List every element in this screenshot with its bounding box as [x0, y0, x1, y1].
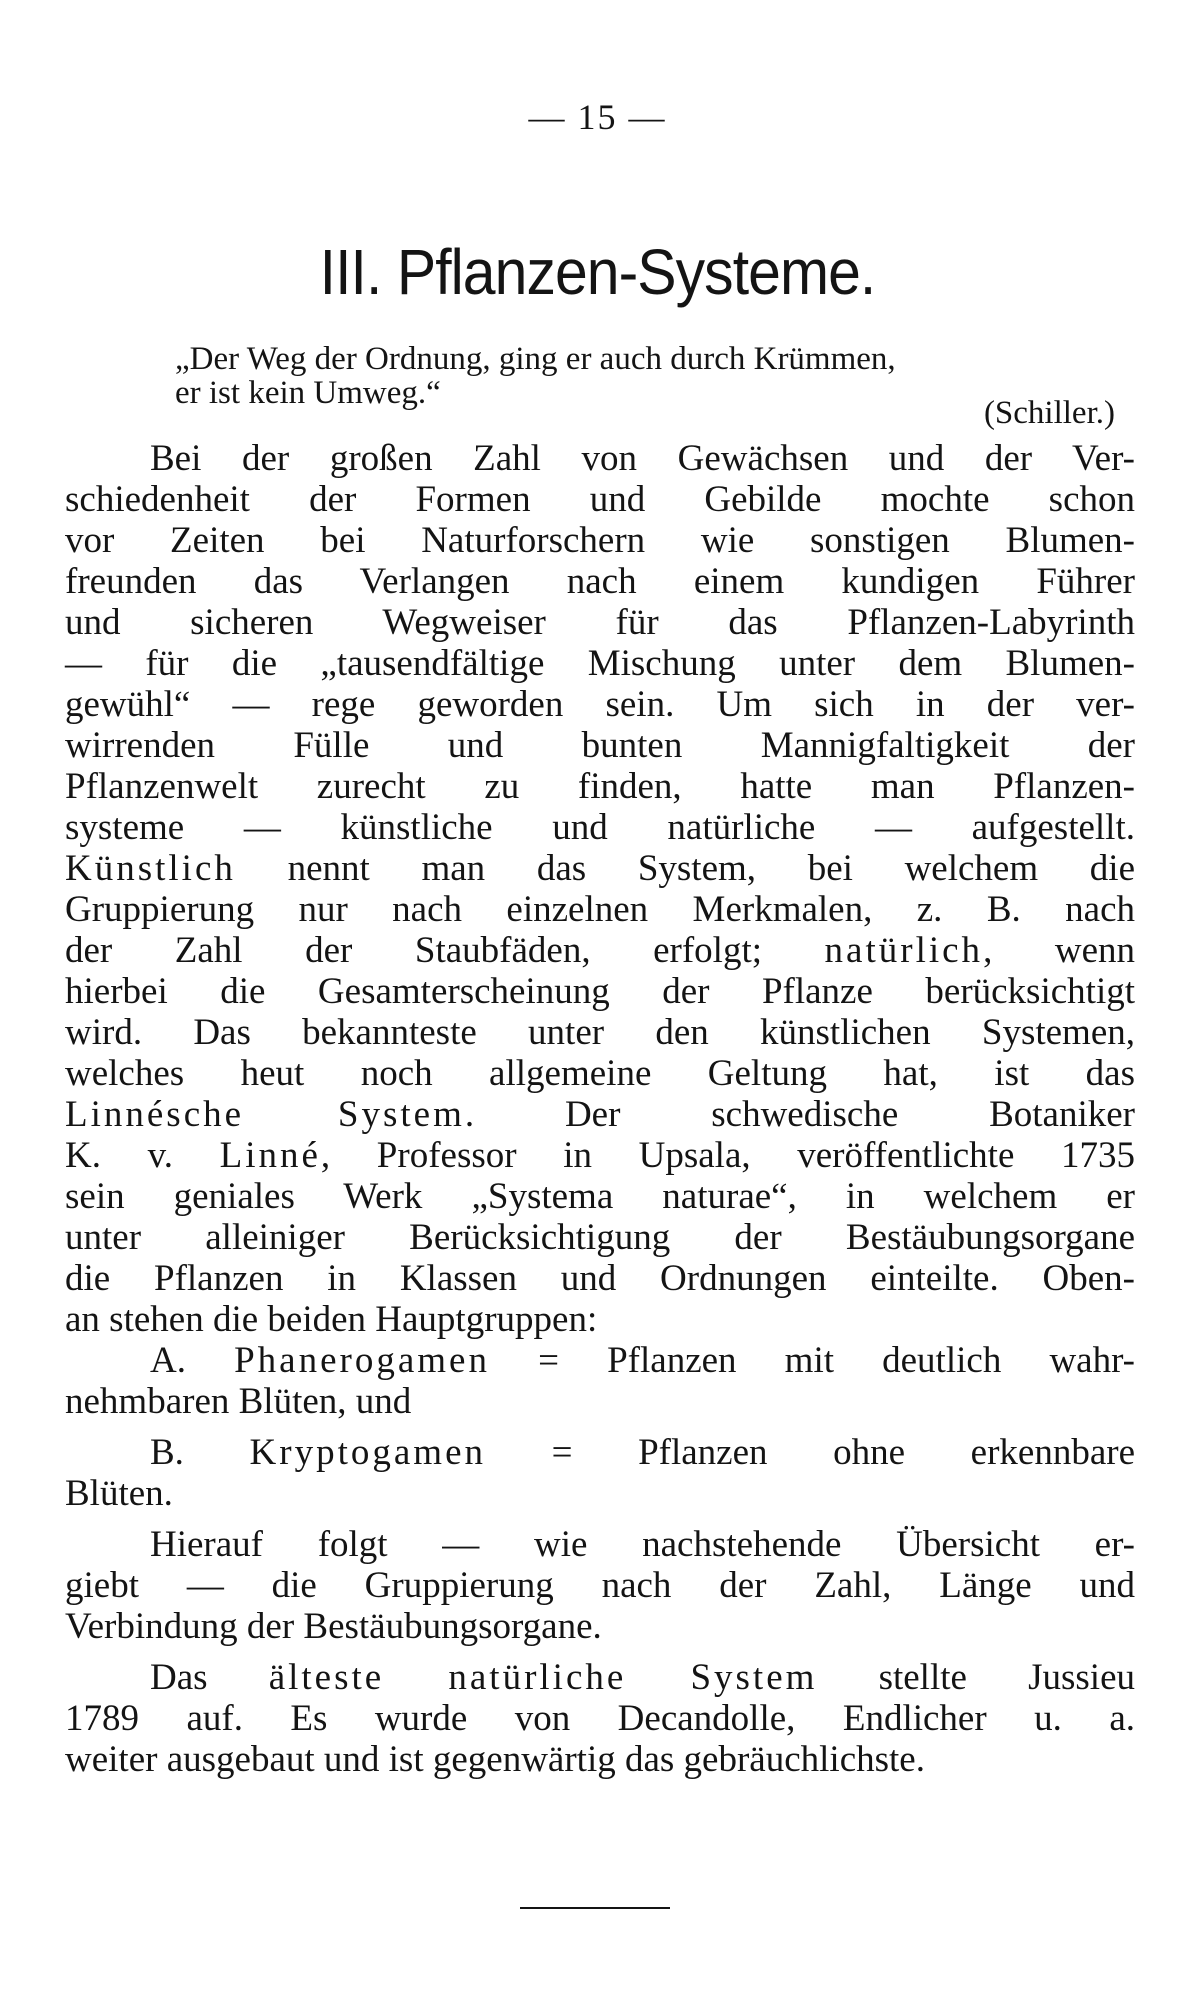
text-line: unter alleiniger Berücksichtigung der Bestäubungsorgane [65, 1217, 1135, 1258]
text-line [65, 1135, 1135, 1176]
text-line: die Pflanzen in Klassen und Ordnungen einteilte. Oben- [65, 1258, 1135, 1299]
text-span: K. v. [65, 1135, 220, 1176]
text-line: Bei der großen Zahl von Gewächsen und der Ver- [150, 438, 1135, 479]
section-end-rule [520, 1907, 670, 1909]
list-marker: A. [150, 1340, 235, 1381]
text-span: . Der schwedische Botaniker [464, 1094, 1135, 1135]
emphasis-term: Kryptogamen [249, 1432, 486, 1473]
list-marker: B. [150, 1432, 250, 1473]
text-line: wird. Das bekannteste unter den künstlichen Systemen, [65, 1012, 1135, 1053]
text-span: nennt man das System, bei welchem die [235, 848, 1135, 889]
emphasis-term: älteste natürliche System [268, 1657, 818, 1698]
emphasis-term: Linné [219, 1135, 321, 1176]
text-line: sein geniales Werk „Systema naturae“, in welchem er [65, 1176, 1135, 1217]
text-span: , Professor in Upsala, veröffentlichte 1735 [320, 1135, 1136, 1176]
text-span: stellte Jussieu [817, 1657, 1135, 1698]
text-line [65, 1657, 1135, 1698]
text-line: hierbei die Gesamterscheinung der Pflanze berücksichtigt [65, 971, 1135, 1012]
epigraph-attribution: (Schiller.) [983, 395, 1115, 431]
text-line: gewühl“ — rege geworden sein. Um sich in der ver- [65, 684, 1135, 725]
body-text [65, 438, 1135, 1780]
text-line: an stehen die beiden Hauptgruppen: [65, 1299, 598, 1340]
text-line: wirrenden Fülle und bunten Mannigfaltigkeit der [65, 725, 1135, 766]
text-line [65, 930, 1135, 971]
text-span: , wenn [983, 930, 1135, 971]
text-span: = Pflanzen mit deutlich wahr- [489, 1340, 1135, 1381]
text-line: nehmbaren Blüten, und [65, 1381, 412, 1422]
text-line: weiter ausgebaut und ist gegenwärtig das gebräuchlichste. [65, 1739, 925, 1780]
emphasis-term: natürlich [824, 930, 984, 971]
text-line: systeme — künstliche und natürliche — aufgestellt. [65, 807, 1135, 848]
epigraph-line: „Der Weg der Ordnung, ging er auch durch Krümmen, [175, 341, 896, 377]
text-line: Hierauf folgt — wie nachstehende Übersicht er- [150, 1524, 1135, 1565]
text-span: = Pflanzen ohne erkennbare [486, 1432, 1135, 1473]
text-line: Pflanzenwelt zurecht zu finden, hatte man Pflanzen- [65, 766, 1135, 807]
text-line [65, 1432, 1135, 1473]
text-span: der Zahl der Staubfäden, erfolgt; [65, 930, 825, 971]
text-line: welches heut noch allgemeine Geltung hat, ist das [65, 1053, 1135, 1094]
text-line: giebt — die Gruppierung nach der Zahl, Länge und [65, 1565, 1135, 1606]
text-line: freunden das Verlangen nach einem kundigen Führer [65, 561, 1135, 602]
text-line: Verbindung der Bestäubungsorgane. [65, 1606, 602, 1647]
text-line: Blüten. [65, 1473, 173, 1514]
text-line: vor Zeiten bei Naturforschern wie sonstigen Blumen- [65, 520, 1135, 561]
text-line [65, 1094, 1135, 1135]
text-line [65, 1340, 1135, 1381]
page-number: — 15 — [528, 97, 667, 137]
text-span: Das [150, 1657, 269, 1698]
text-line [65, 848, 1135, 889]
epigraph-line: er ist kein Umweg.“ [175, 375, 441, 411]
text-line: — für die „tausendfältige Mischung unter dem Blumen- [65, 643, 1135, 684]
text-line: Gruppierung nur nach einzelnen Merkmalen, z. B. nach [65, 889, 1135, 930]
chapter-title: III. Pflanzen-Systeme. [319, 236, 876, 308]
text-line: 1789 auf. Es wurde von Decandolle, Endlicher u. a. [65, 1698, 1135, 1739]
emphasis-term: Linnésche System [65, 1094, 465, 1135]
text-line: und sicheren Wegweiser für das Pflanzen-Labyrinth [65, 602, 1135, 643]
emphasis-term: Künstlich [65, 848, 236, 889]
text-line: schiedenheit der Formen und Gebilde mochte schon [65, 479, 1135, 520]
emphasis-term: Phanerogamen [234, 1340, 490, 1381]
